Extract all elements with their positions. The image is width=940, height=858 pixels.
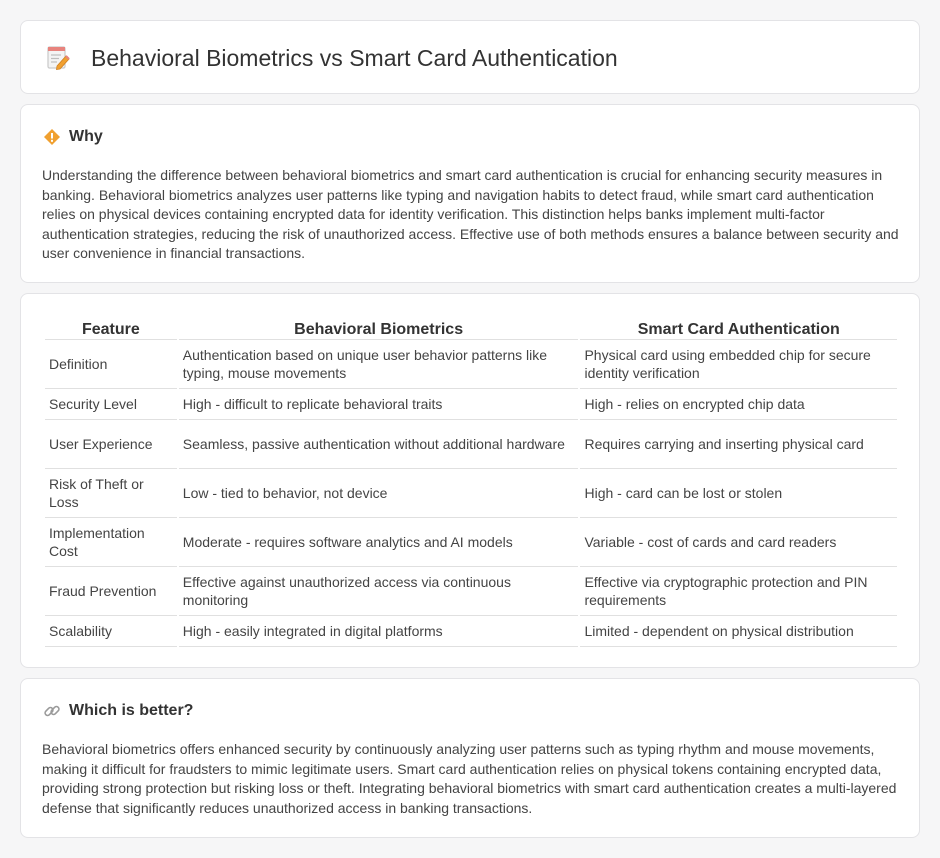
feature-cell: Fraud Prevention bbox=[45, 567, 177, 616]
feature-cell: Security Level bbox=[45, 389, 177, 420]
smartcard-cell: Effective via cryptographic protection and PIN requirements bbox=[580, 567, 897, 616]
feature-cell: Definition bbox=[45, 340, 177, 389]
table-row bbox=[45, 340, 897, 389]
smartcard-cell: Variable - cost of cards and card readers bbox=[580, 518, 897, 567]
page-title: Behavioral Biometrics vs Smart Card Authentication bbox=[91, 45, 618, 71]
table-row bbox=[45, 420, 897, 469]
smartcard-cell: High - card can be lost or stolen bbox=[580, 469, 897, 518]
smartcard-cell: Limited - dependent on physical distribution bbox=[580, 616, 897, 647]
biometrics-cell: Low - tied to behavior, not device bbox=[179, 469, 579, 518]
biometrics-cell: Moderate - requires software analytics and AI models bbox=[179, 518, 579, 567]
diamond-warning-icon bbox=[43, 128, 61, 146]
title-card bbox=[20, 20, 920, 94]
better-text: Behavioral biometrics offers enhanced security by continuously analyzing user patterns such as typing rhythm and mouse movements, making it difficult for fraudsters to mimic legitimate users. Smart card authentication relies on physical tokens containing encrypted data, providing strong protection but risking loss or theft. Integrating behavioral biometrics with smart card authentication creates a multi-layered defense that significantly reduces unauthorized access in banking transactions. bbox=[42, 741, 897, 816]
which-is-better-section bbox=[20, 678, 920, 838]
smartcard-cell: High - relies on encrypted chip data bbox=[580, 389, 897, 420]
feature-cell: Implementation Cost bbox=[45, 518, 177, 567]
why-text: Understanding the difference between behavioral biometrics and smart card authentication is crucial for enhancing security measures in banking. Behavioral biometrics analyzes user patterns like typing and navigation habits to detect fraud, while smart card authentication relies on physical devices containing encrypted data for identity verification. This distinction helps banks implement multi-factor authentication strategies, reducing the risk of unauthorized access. Effective use of both methods ensures a balance between security and user convenience in financial transactions. bbox=[42, 167, 899, 261]
header-behavioral-biometrics: Behavioral Biometrics bbox=[179, 316, 579, 340]
table-header-row bbox=[45, 316, 897, 340]
why-heading: Why bbox=[69, 128, 103, 145]
biometrics-cell: High - difficult to replicate behavioral traits bbox=[179, 389, 579, 420]
header-feature: Feature bbox=[45, 316, 177, 340]
comparison-section bbox=[20, 293, 920, 668]
biometrics-cell: Authentication based on unique user behavior patterns like typing, mouse movements bbox=[179, 340, 579, 389]
table-row bbox=[45, 389, 897, 420]
better-heading: Which is better? bbox=[69, 702, 194, 719]
feature-cell: User Experience bbox=[45, 420, 177, 469]
table-row bbox=[45, 616, 897, 647]
biometrics-cell: High - easily integrated in digital platforms bbox=[179, 616, 579, 647]
comparison-table bbox=[43, 316, 899, 647]
feature-cell: Scalability bbox=[45, 616, 177, 647]
biometrics-cell: Seamless, passive authentication without additional hardware bbox=[179, 420, 579, 469]
biometrics-cell: Effective against unauthorized access via continuous monitoring bbox=[179, 567, 579, 616]
table-row bbox=[45, 567, 897, 616]
feature-cell: Risk of Theft or Loss bbox=[45, 469, 177, 518]
table-row bbox=[45, 518, 897, 567]
smartcard-cell: Physical card using embedded chip for secure identity verification bbox=[580, 340, 897, 389]
why-section bbox=[20, 104, 920, 283]
link-icon bbox=[43, 702, 61, 720]
smartcard-cell: Requires carrying and inserting physical card bbox=[580, 420, 897, 469]
header-smart-card: Smart Card Authentication bbox=[580, 316, 897, 340]
table-row bbox=[45, 469, 897, 518]
document-pencil-icon bbox=[45, 44, 71, 72]
